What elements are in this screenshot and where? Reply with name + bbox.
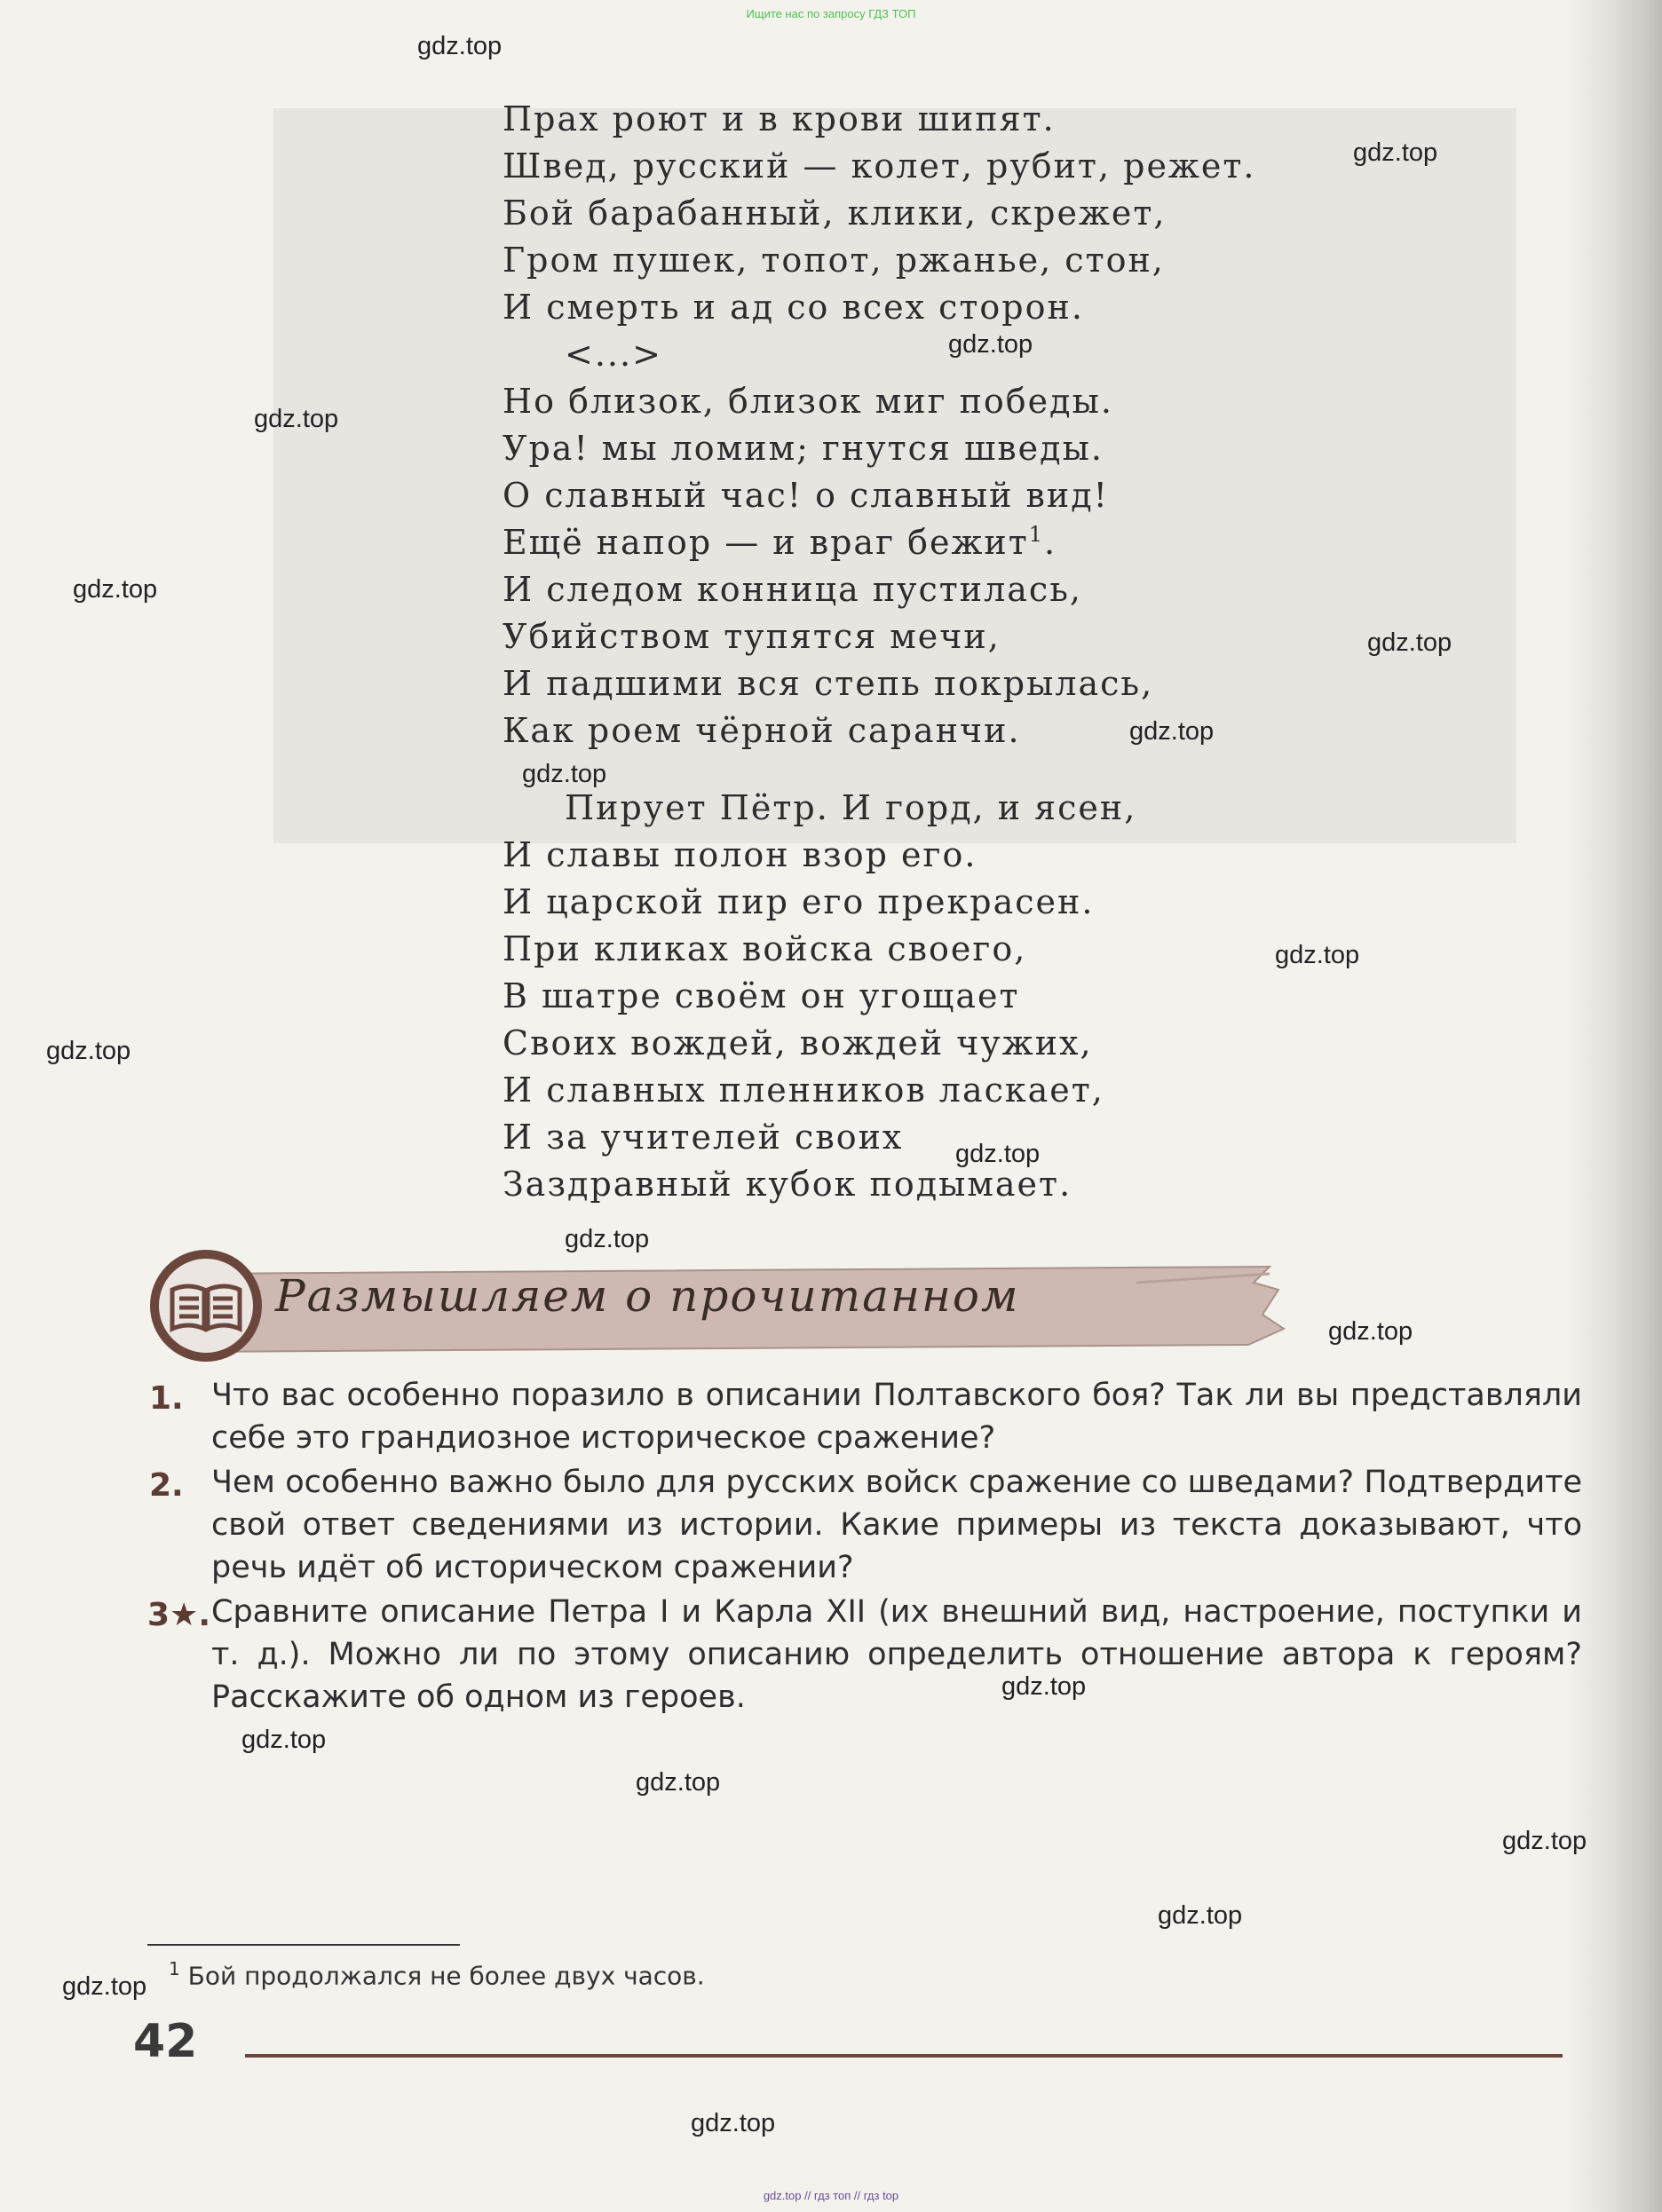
watermark: gdz.top bbox=[691, 2109, 776, 2137]
watermark: gdz.top bbox=[1353, 138, 1438, 167]
footnote-text: Бой продолжался не более двух часов. bbox=[187, 1961, 705, 1991]
question-number: 1. bbox=[149, 1380, 184, 1417]
watermark: gdz.top bbox=[948, 330, 1033, 359]
poem-line: И за учителей своих bbox=[503, 1118, 904, 1157]
poem-line-text: Ещё напор — и враг бежит bbox=[503, 523, 1029, 562]
poem-line: Прах роют и в крови шипят. bbox=[503, 99, 1056, 138]
footnote-rule bbox=[147, 1944, 460, 1946]
poem-line: Заздравный кубок подымает. bbox=[503, 1165, 1072, 1204]
poem-line: И славных пленников ласкает, bbox=[503, 1070, 1104, 1110]
poem-line: И смерть и ад со всех сторон. bbox=[503, 288, 1084, 327]
question-text: Чем особенно важно было для русских войск сражение со шведами? Подтвердите свой ответ сведениями из истории. Какие примеры из текста доказывают, что речь идёт об историческом сражении? bbox=[211, 1465, 1582, 1585]
question-item bbox=[144, 1374, 1582, 1459]
poem-line: Но близок, близок миг победы. bbox=[503, 382, 1113, 421]
poem-line: Бой барабанный, клики, скрежет, bbox=[503, 194, 1167, 233]
watermark: gdz.top bbox=[241, 1726, 327, 1754]
poem-line: И славы полон взор его. bbox=[503, 835, 977, 874]
poem-line: Швед, русский — колет, рубит, режет. bbox=[503, 146, 1256, 186]
watermark: gdz.top bbox=[1001, 1672, 1087, 1701]
watermark: gdz.top bbox=[955, 1140, 1041, 1168]
question-item bbox=[144, 1591, 1582, 1718]
poem-line: И следом конница пустилась, bbox=[503, 570, 1082, 609]
poem-line: И царской пир его прекрасен. bbox=[503, 882, 1095, 921]
watermark: gdz.top bbox=[46, 1037, 131, 1065]
watermark: gdz.top bbox=[1367, 628, 1452, 657]
bottom-banner: gdz.top // гдз топ // гдз top bbox=[763, 2189, 899, 2202]
footnote bbox=[169, 1958, 705, 1990]
watermark: gdz.top bbox=[417, 32, 503, 60]
question-number-star: 3★. bbox=[147, 1597, 210, 1633]
section-title: Размышляем о прочитанном bbox=[275, 1270, 1020, 1322]
poem-line: О славный час! о славный вид! bbox=[503, 476, 1109, 515]
watermark: gdz.top bbox=[1275, 941, 1360, 969]
watermark: gdz.top bbox=[254, 405, 339, 433]
poem-line: Своих вождей, вождей чужих, bbox=[503, 1023, 1093, 1063]
footnote-marker: 1 bbox=[1028, 522, 1045, 547]
question-text: Что вас особенно поразило в описании Полтавского боя? Так ли вы представляли себе это грандиозное историческое сражение? bbox=[211, 1378, 1582, 1456]
watermark: gdz.top bbox=[62, 1972, 147, 2001]
poem-line: Как роем чёрной саранчи. bbox=[503, 711, 1021, 750]
poem-line: Пирует Пётр. И горд, и ясен, bbox=[565, 788, 1137, 827]
top-banner: Ищите нас по запросу ГДЗ ТОП bbox=[746, 7, 916, 20]
poem-line: При кликах войска своего, bbox=[503, 929, 1027, 968]
page-edge-shadow bbox=[1564, 0, 1662, 2212]
page-number: 42 bbox=[133, 2015, 198, 2068]
watermark: gdz.top bbox=[73, 575, 158, 604]
watermark: gdz.top bbox=[1328, 1317, 1413, 1346]
poem-line: Гром пушек, топот, ржанье, стон, bbox=[503, 241, 1165, 280]
poem-omission: <...> bbox=[565, 335, 662, 374]
watermark: gdz.top bbox=[522, 760, 607, 788]
poem-line: Ещё напор — и враг бежит$^1$. bbox=[503, 522, 1057, 562]
poem-line: Убийством тупятся мечи, bbox=[503, 617, 1001, 656]
questions-list bbox=[144, 1374, 1582, 1720]
section-banner bbox=[142, 1247, 1296, 1363]
watermark: gdz.top bbox=[1129, 717, 1215, 746]
poem-line: В шатре своём он угощает bbox=[503, 976, 1020, 1015]
poem-line: Ура! мы ломим; гнутся шведы. bbox=[503, 429, 1104, 468]
watermark: gdz.top bbox=[636, 1768, 721, 1797]
question-number: 2. bbox=[149, 1467, 184, 1504]
watermark: gdz.top bbox=[1158, 1901, 1243, 1930]
footnote-number: 1 bbox=[169, 1958, 180, 1979]
question-item bbox=[144, 1461, 1582, 1589]
bottom-rule bbox=[245, 2054, 1563, 2058]
watermark: gdz.top bbox=[1502, 1827, 1587, 1855]
watermark: gdz.top bbox=[565, 1225, 650, 1253]
poem-line: И падшими вся степь покрылась, bbox=[503, 664, 1154, 703]
poem bbox=[503, 96, 1255, 1208]
question-text: Сравните описание Петра I и Карла XII (их внешний вид, настроение, поступки и т. д.). Можно ли по этому описанию определить отношение автора к героям? Расскажите об одном из героев. bbox=[211, 1594, 1582, 1715]
